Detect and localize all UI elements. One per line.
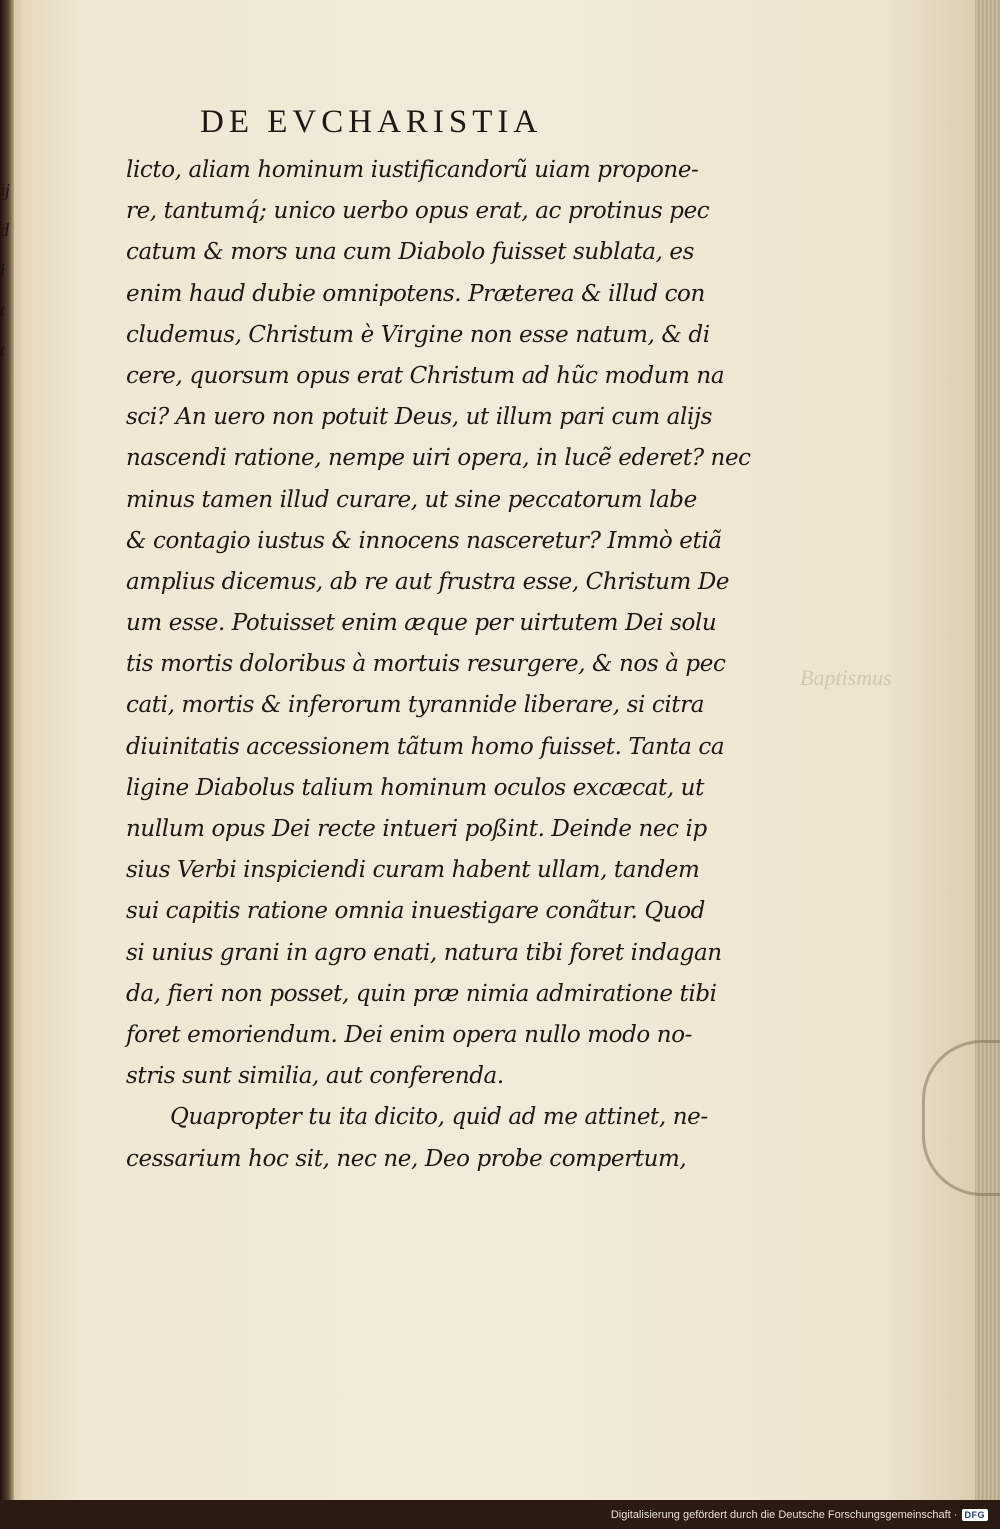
text-line: Quapropter tu ita dicito, quid ad me attinet, ne- bbox=[170, 1104, 708, 1131]
page-stack-edge bbox=[975, 0, 1000, 1500]
bleed-through-text: Baptismus bbox=[800, 665, 892, 690]
text-line: re, tantumq́; unico uerbo opus erat, ac protinus pec bbox=[126, 198, 710, 225]
text-line: foret emoriendum. Dei enim opera nullo modo no- bbox=[126, 1021, 693, 1048]
text-line: minus tamen illud curare, ut sine peccatorum labe bbox=[126, 486, 697, 513]
text-line: stris sunt similia, aut conferenda. bbox=[126, 1063, 504, 1090]
text-line: enim haud dubie omnipotens. Præterea & illud con bbox=[126, 280, 705, 307]
body-text bbox=[126, 150, 776, 1180]
text-line: catum & mors una cum Diabolo fuisset sublata, es bbox=[126, 239, 695, 266]
text-line: um esse. Potuisset enim æque per uirtutem Dei solu bbox=[126, 610, 717, 637]
digitization-credit bbox=[611, 1509, 988, 1521]
gutter-letter-fragments bbox=[0, 170, 14, 390]
text-line: nascendi ratione, nempe uiri opera, in lucẽ ederet? nec bbox=[126, 445, 751, 472]
running-header: DE EVCHARISTIA bbox=[200, 104, 543, 140]
text-line: cere, quorsum opus erat Christum ad hũc modum na bbox=[126, 362, 725, 389]
text-line: ligine Diabolus talium hominum oculos excæcat, ut bbox=[126, 774, 704, 801]
gutter-mark: ij bbox=[0, 180, 11, 200]
text-line: sui capitis ratione omnia inuestigare conãtur. Quod bbox=[126, 898, 705, 925]
text-line: si unius grani in agro enati, natura tibi foret indagan bbox=[126, 939, 722, 966]
text-line: sci? An uero non potuit Deus, ut illum pari cum alijs bbox=[126, 404, 713, 431]
gutter-mark: i bbox=[0, 260, 6, 280]
text-line: da, fieri non posset, quin præ nimia admiratione tibi bbox=[126, 980, 717, 1007]
text-line: nullum opus Dei recte intueri poßint. Deinde nec ip bbox=[126, 816, 707, 842]
text-line: cludemus, Christum è Virgine non esse natum, & di bbox=[126, 321, 710, 348]
text-line: amplius dicemus, ab re aut frustra esse, Christum De bbox=[126, 568, 730, 595]
page-clip-shadow bbox=[922, 1040, 1000, 1196]
text-line: tis mortis doloribus à mortuis resurgere, & nos à pec bbox=[126, 651, 726, 678]
gutter-mark: d bbox=[0, 220, 9, 240]
text-line: diuinitatis accessionem tãtum homo fuisset. Tanta ca bbox=[126, 733, 725, 760]
gutter-mark: t bbox=[0, 300, 6, 320]
gutter-mark: t bbox=[0, 340, 6, 360]
text-line: cessarium hoc sit, nec ne, Deo probe compertum, bbox=[126, 1145, 687, 1172]
text-line: sius Verbi inspiciendi curam habent ullam, tandem bbox=[126, 857, 700, 884]
text-line: cati, mortis & inferorum tyrannide liberare, si citra bbox=[126, 692, 705, 719]
credit-text: Digitalisierung gefördert durch die Deutsche Forschungsgemeinschaft · bbox=[610, 1509, 958, 1521]
dfg-logo-icon: DFG bbox=[962, 1509, 989, 1521]
text-line: & contagio iustus & innocens nasceretur? Immò etiã bbox=[126, 527, 722, 554]
text-line: licto, aliam hominum iustificandorũ uiam propone- bbox=[126, 157, 699, 183]
